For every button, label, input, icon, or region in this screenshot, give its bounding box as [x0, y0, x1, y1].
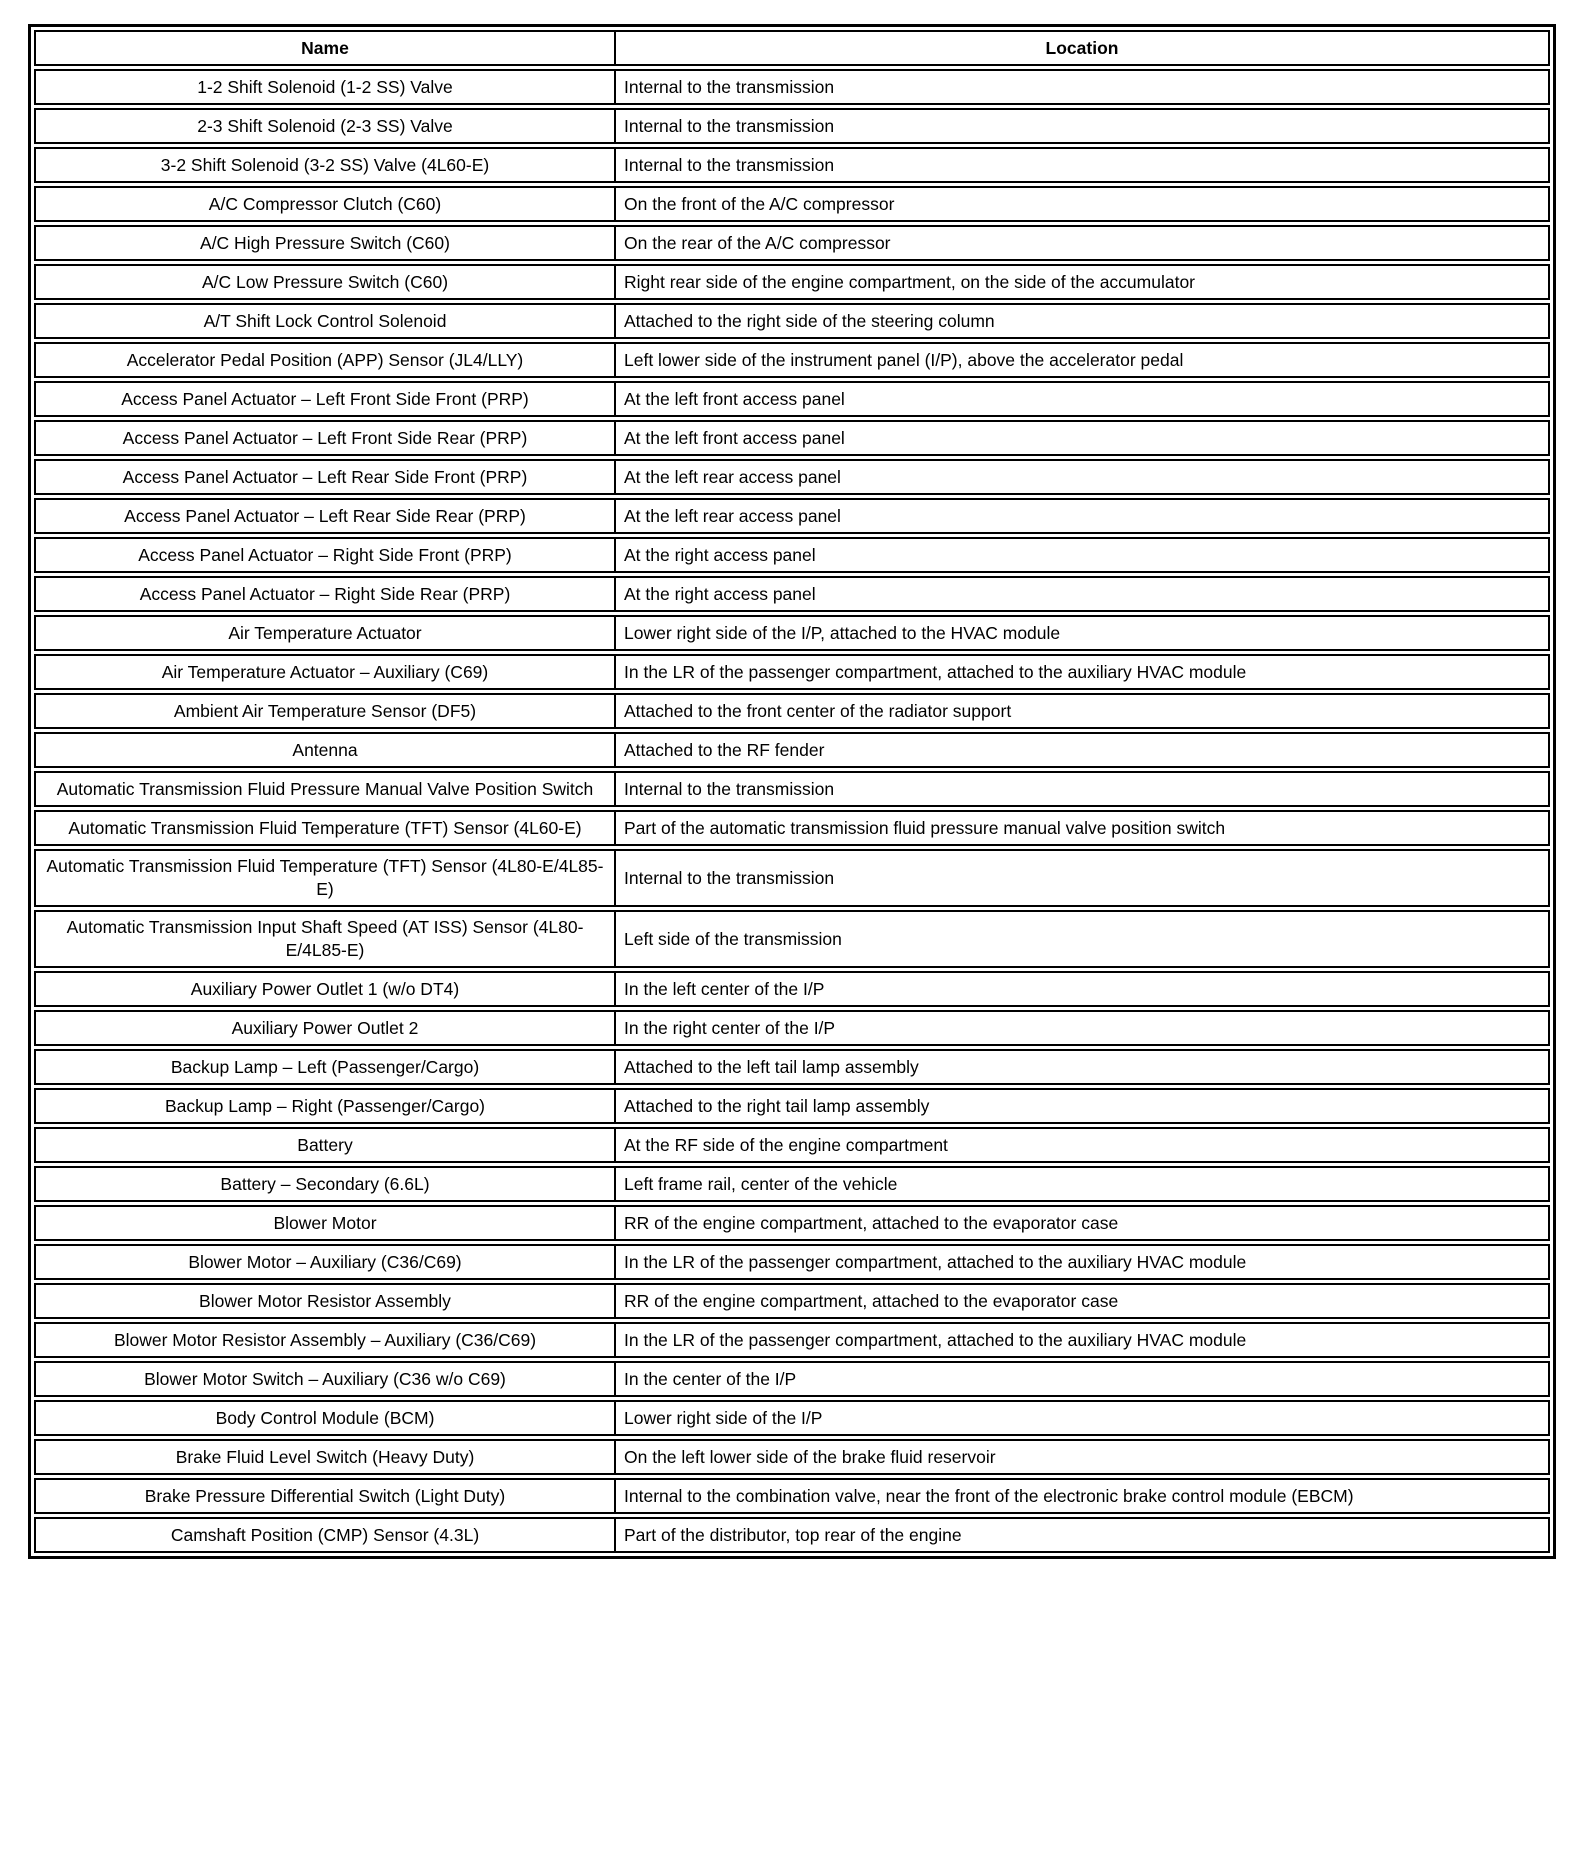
component-name: Blower Motor — [273, 1212, 377, 1233]
table-row — [34, 615, 1550, 651]
component-name: Camshaft Position (CMP) Sensor (4.3L) — [170, 1524, 480, 1545]
table-row — [34, 1361, 1550, 1397]
component-name: A/C Compressor Clutch (C60) — [208, 193, 442, 214]
component-location: Attached to the front center of the radiator support — [614, 695, 1548, 727]
component-name: Automatic Transmission Input Shaft Speed (AT ISS) Sensor (4L80-E/4L85-E) — [66, 917, 584, 960]
component-location: Internal to the transmission — [614, 851, 1548, 905]
component-name: A/C High Pressure Switch (C60) — [200, 232, 450, 253]
component-location: At the left front access panel — [614, 422, 1548, 454]
table-row — [34, 264, 1550, 300]
component-name: 2-3 Shift Solenoid (2-3 SS) Valve — [197, 115, 453, 136]
component-location: Part of the distributor, top rear of the engine — [614, 1519, 1548, 1551]
component-name: Access Panel Actuator – Left Front Side Front (PRP) — [121, 388, 529, 409]
table-row — [34, 303, 1550, 339]
component-location: Internal to the transmission — [614, 149, 1548, 181]
component-name: Access Panel Actuator – Left Rear Side Rear (PRP) — [124, 505, 526, 526]
table-row — [34, 1322, 1550, 1358]
component-location: Right rear side of the engine compartment, on the side of the accumulator — [614, 266, 1548, 298]
component-location: In the LR of the passenger compartment, attached to the auxiliary HVAC module — [614, 656, 1548, 688]
table-row — [34, 342, 1550, 378]
component-location: On the rear of the A/C compressor — [614, 227, 1548, 259]
component-location: At the left rear access panel — [614, 461, 1548, 493]
component-location: In the center of the I/P — [614, 1363, 1548, 1395]
table-row — [34, 732, 1550, 768]
table-row — [34, 498, 1550, 534]
table-row — [34, 1517, 1550, 1553]
component-name: Access Panel Actuator – Left Front Side Rear (PRP) — [122, 427, 528, 448]
table-row — [34, 771, 1550, 807]
table-row — [34, 1283, 1550, 1319]
table-row — [34, 849, 1550, 907]
component-location: Internal to the transmission — [614, 773, 1548, 805]
component-name: Auxiliary Power Outlet 2 — [231, 1017, 419, 1038]
table-body — [34, 69, 1550, 1553]
component-name: Air Temperature Actuator – Auxiliary (C69) — [161, 661, 489, 682]
component-name: Automatic Transmission Fluid Pressure Manual Valve Position Switch — [56, 778, 594, 799]
component-location: At the left front access panel — [614, 383, 1548, 415]
component-location: Internal to the combination valve, near the front of the electronic brake control module (EBCM) — [614, 1480, 1548, 1512]
component-location: Attached to the left tail lamp assembly — [614, 1051, 1548, 1083]
component-name: Blower Motor Resistor Assembly – Auxiliary (C36/C69) — [113, 1329, 537, 1350]
component-name: Backup Lamp – Left (Passenger/Cargo) — [170, 1056, 480, 1077]
component-name: Body Control Module (BCM) — [215, 1407, 435, 1428]
component-location: On the left lower side of the brake fluid reservoir — [614, 1441, 1548, 1473]
component-location: Lower right side of the I/P — [614, 1402, 1548, 1434]
table-row — [34, 1010, 1550, 1046]
component-location: In the right center of the I/P — [614, 1012, 1548, 1044]
component-location: Left side of the transmission — [614, 912, 1548, 966]
table-row — [34, 186, 1550, 222]
component-name: Battery – Secondary (6.6L) — [220, 1173, 430, 1194]
component-name: Automatic Transmission Fluid Temperature (TFT) Sensor (4L60-E) — [68, 817, 582, 838]
component-name: Blower Motor Switch – Auxiliary (C36 w/o C69) — [144, 1368, 506, 1389]
component-name: Automatic Transmission Fluid Temperature (TFT) Sensor (4L80-E/4L85-E) — [46, 856, 604, 899]
component-location: Lower right side of the I/P, attached to the HVAC module — [614, 617, 1548, 649]
table-row — [34, 147, 1550, 183]
component-location: At the right access panel — [614, 578, 1548, 610]
component-name: Auxiliary Power Outlet 1 (w/o DT4) — [190, 978, 460, 999]
component-name: Accelerator Pedal Position (APP) Sensor (JL4/LLY) — [126, 349, 524, 370]
component-name: 1-2 Shift Solenoid (1-2 SS) Valve — [197, 76, 453, 97]
component-name: A/T Shift Lock Control Solenoid — [203, 310, 447, 331]
table-row — [34, 693, 1550, 729]
table-row — [34, 69, 1550, 105]
table-row — [34, 108, 1550, 144]
component-location: On the front of the A/C compressor — [614, 188, 1548, 220]
component-location: In the LR of the passenger compartment, attached to the auxiliary HVAC module — [614, 1246, 1548, 1278]
table-row — [34, 1439, 1550, 1475]
header-name: Name — [301, 37, 349, 58]
table-row — [34, 1166, 1550, 1202]
table-row — [34, 1088, 1550, 1124]
component-location: At the RF side of the engine compartment — [614, 1129, 1548, 1161]
component-name: A/C Low Pressure Switch (C60) — [201, 271, 449, 292]
table-header-row — [34, 30, 1550, 66]
table-row — [34, 654, 1550, 690]
component-location: Attached to the RF fender — [614, 734, 1548, 766]
component-name: Antenna — [292, 739, 358, 760]
component-name: Brake Fluid Level Switch (Heavy Duty) — [175, 1446, 475, 1467]
table-row — [34, 1127, 1550, 1163]
component-location-table — [28, 24, 1556, 1559]
component-location: RR of the engine compartment, attached to the evaporator case — [614, 1285, 1548, 1317]
component-name: Access Panel Actuator – Right Side Front (PRP) — [138, 544, 512, 565]
component-name: Brake Pressure Differential Switch (Light Duty) — [144, 1485, 506, 1506]
component-name: Backup Lamp – Right (Passenger/Cargo) — [164, 1095, 486, 1116]
component-name: Battery — [297, 1134, 353, 1155]
component-location: Attached to the right tail lamp assembly — [614, 1090, 1548, 1122]
component-name: Blower Motor – Auxiliary (C36/C69) — [188, 1251, 462, 1272]
table-row — [34, 910, 1550, 968]
component-location: RR of the engine compartment, attached to the evaporator case — [614, 1207, 1548, 1239]
component-name: Access Panel Actuator – Right Side Rear (PRP) — [139, 583, 511, 604]
component-location: Left lower side of the instrument panel (I/P), above the accelerator pedal — [614, 344, 1548, 376]
table-row — [34, 459, 1550, 495]
table-row — [34, 537, 1550, 573]
table-row — [34, 1049, 1550, 1085]
component-name: Air Temperature Actuator — [228, 622, 422, 643]
component-location: Internal to the transmission — [614, 71, 1548, 103]
header-location: Location — [614, 32, 1548, 64]
table-row — [34, 1400, 1550, 1436]
table-row — [34, 971, 1550, 1007]
component-name: Blower Motor Resistor Assembly — [199, 1290, 451, 1311]
table-row — [34, 420, 1550, 456]
component-location: At the right access panel — [614, 539, 1548, 571]
component-location: At the left rear access panel — [614, 500, 1548, 532]
component-location: Left frame rail, center of the vehicle — [614, 1168, 1548, 1200]
table-row — [34, 576, 1550, 612]
table-row — [34, 1478, 1550, 1514]
component-location: In the left center of the I/P — [614, 973, 1548, 1005]
table-row — [34, 810, 1550, 846]
table-row — [34, 1205, 1550, 1241]
component-name: Ambient Air Temperature Sensor (DF5) — [173, 700, 477, 721]
table-row — [34, 225, 1550, 261]
component-location: Part of the automatic transmission fluid pressure manual valve position switch — [614, 812, 1548, 844]
table-row — [34, 381, 1550, 417]
component-location: In the LR of the passenger compartment, attached to the auxiliary HVAC module — [614, 1324, 1548, 1356]
table-row — [34, 1244, 1550, 1280]
component-location: Internal to the transmission — [614, 110, 1548, 142]
component-name: 3-2 Shift Solenoid (3-2 SS) Valve (4L60-E) — [160, 154, 490, 175]
component-name: Access Panel Actuator – Left Rear Side Front (PRP) — [122, 466, 528, 487]
component-location: Attached to the right side of the steering column — [614, 305, 1548, 337]
